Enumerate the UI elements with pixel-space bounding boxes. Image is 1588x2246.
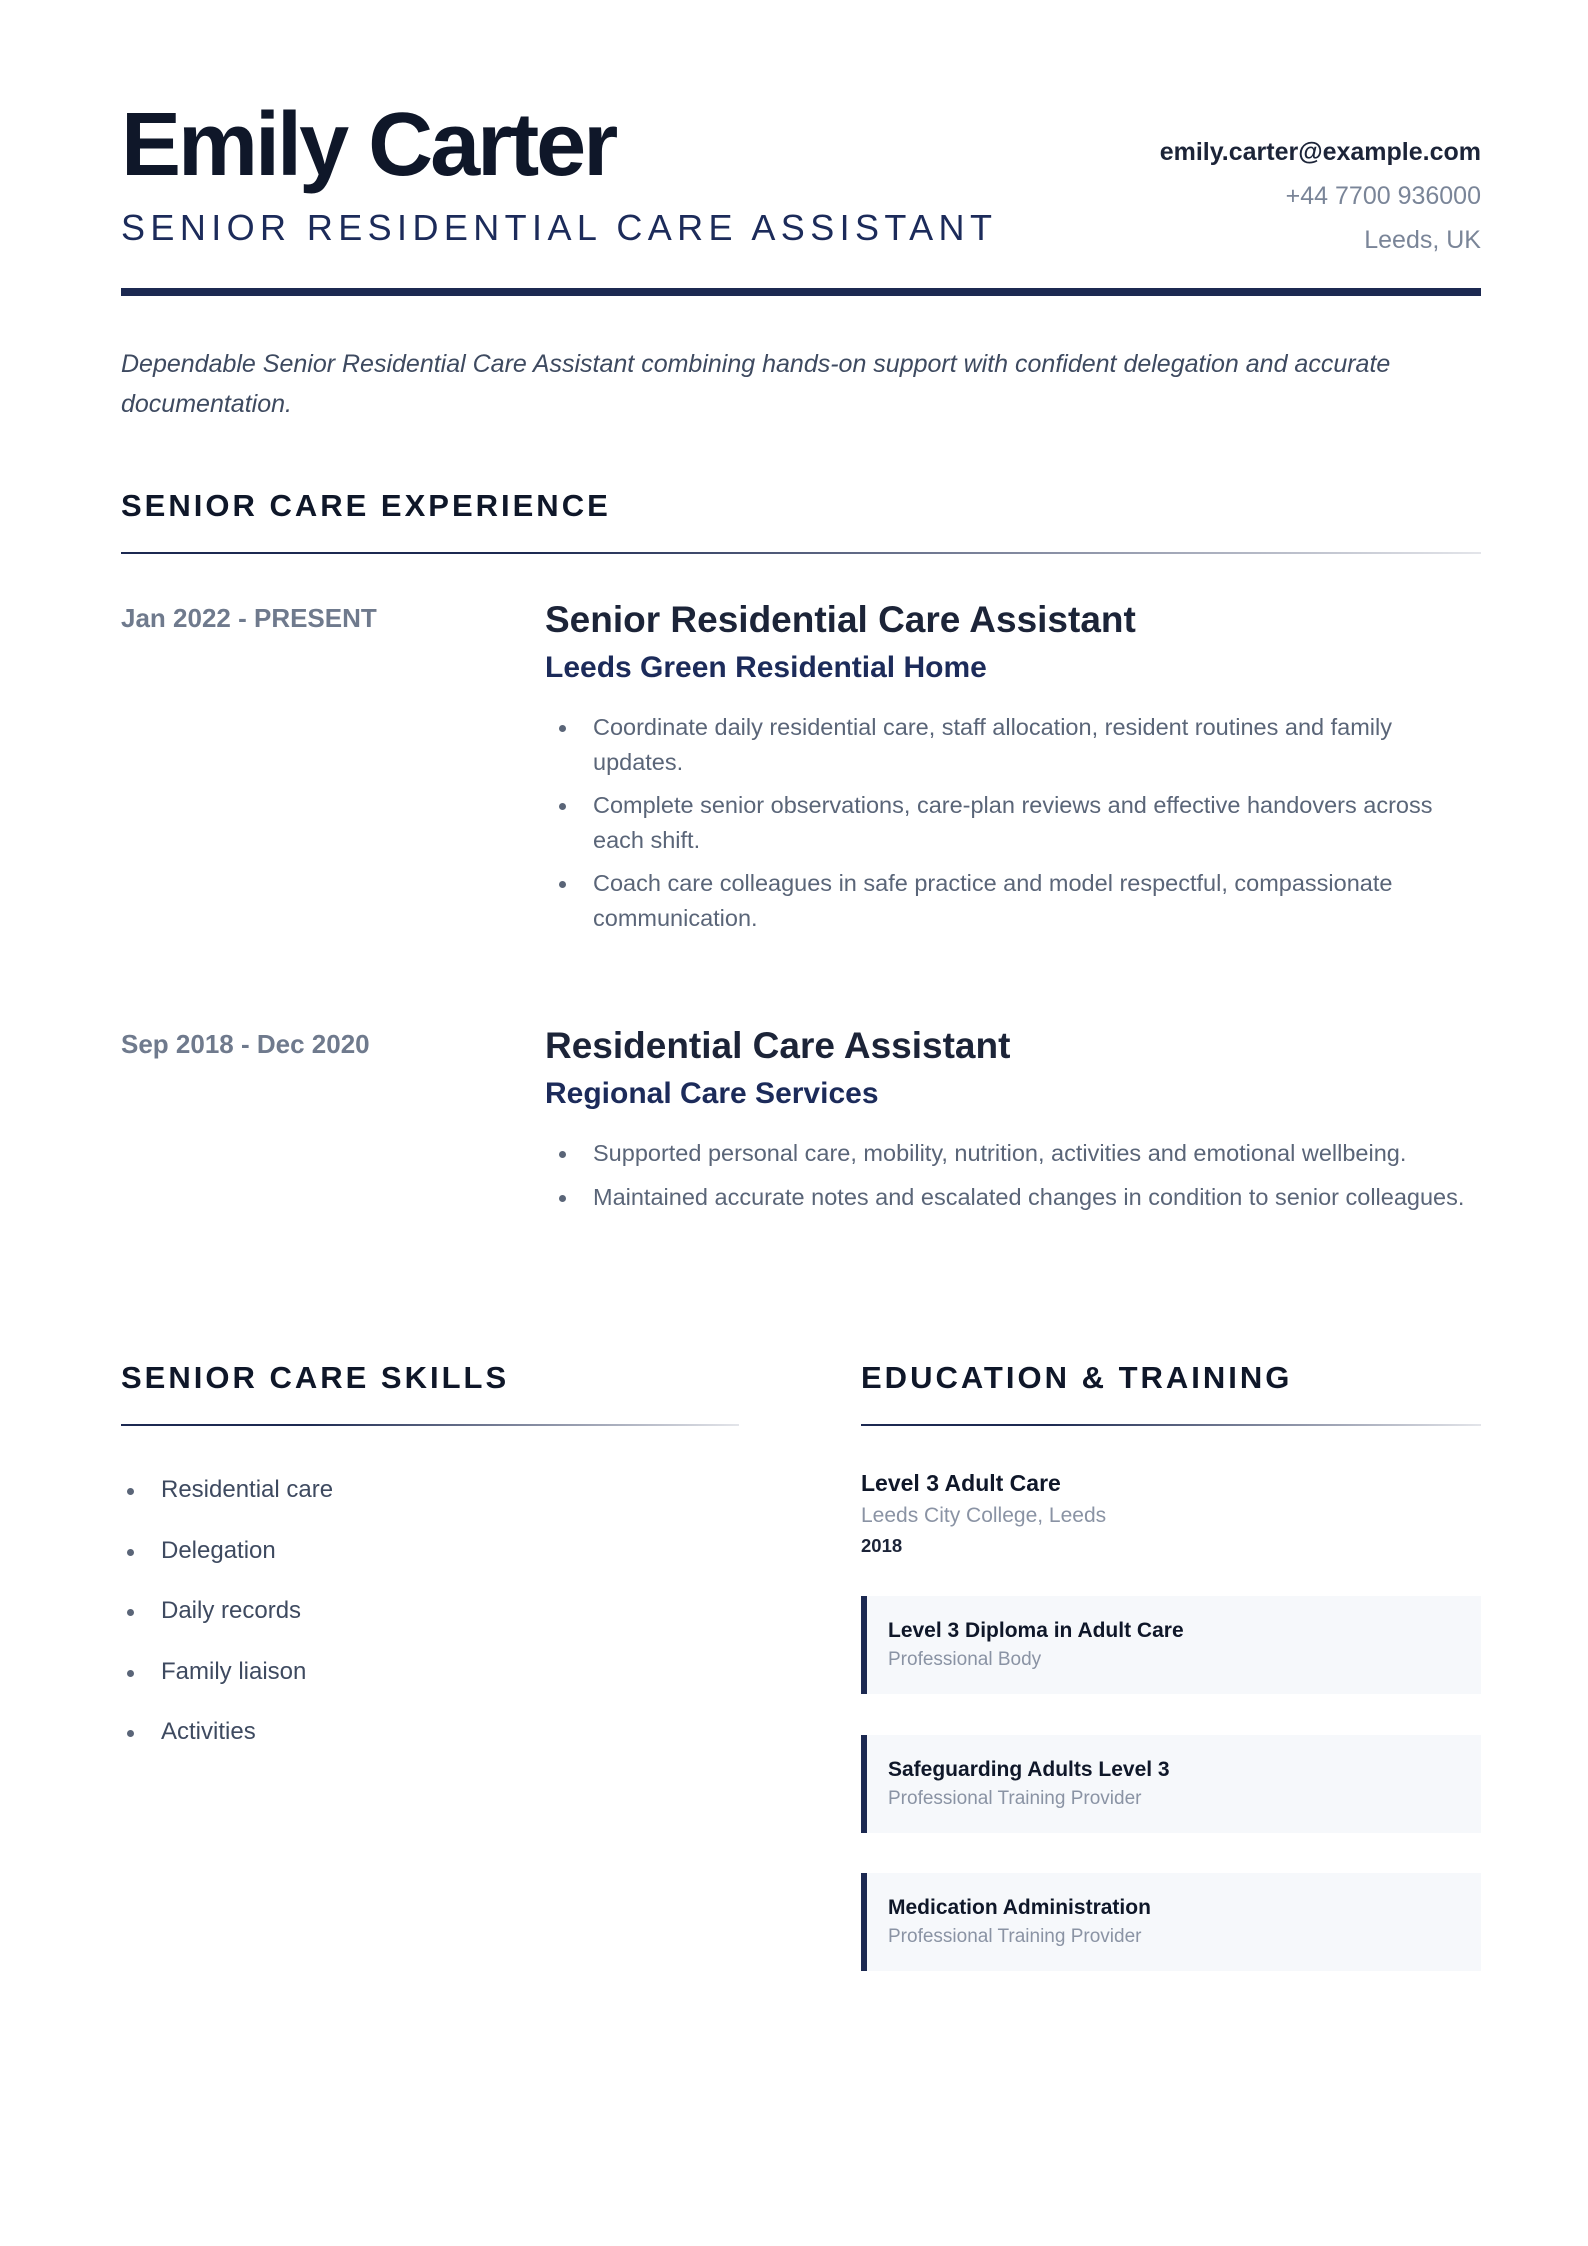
skill-item: Activities xyxy=(121,1712,333,1752)
job-bullets xyxy=(545,1136,1481,1214)
job-company: Leeds Green Residential Home xyxy=(545,651,987,684)
skill-item: Daily records xyxy=(121,1591,333,1631)
certification-card xyxy=(861,1735,1481,1833)
header-divider xyxy=(121,288,1481,296)
certification-title: Level 3 Diploma in Adult Care xyxy=(888,1619,1184,1642)
job-dates: Jan 2022 - PRESENT xyxy=(121,603,377,633)
job-bullet: Supported personal care, mobility, nutrition, activities and emotional wellbeing. xyxy=(545,1136,1481,1171)
job-company: Regional Care Services xyxy=(545,1077,879,1110)
profile-summary: Dependable Senior Residential Care Assistant combining hands-on support with confident delegation and accurate documentation. xyxy=(121,350,1391,418)
certification-issuer: Professional Training Provider xyxy=(888,1926,1142,1947)
job-bullets xyxy=(545,710,1481,935)
contact-email[interactable]: emily.carter@example.com xyxy=(1159,138,1481,166)
contact-block xyxy=(1160,130,1481,262)
job-bullet: Coordinate daily residential care, staff allocation, resident routines and family updates. xyxy=(545,710,1481,779)
skills-heading: SENIOR CARE SKILLS xyxy=(121,1360,510,1395)
job-bullet: Coach care colleagues in safe practice and model respectful, compassionate communication. xyxy=(545,866,1481,935)
skill-item: Delegation xyxy=(121,1531,333,1571)
experience-divider xyxy=(121,552,1481,554)
education-entry xyxy=(861,1466,1481,1560)
job-details xyxy=(545,1024,1481,1223)
job-title: Residential Care Assistant xyxy=(545,1025,1011,1066)
job-title: Senior Residential Care Assistant xyxy=(545,599,1136,640)
skill-item: Residential care xyxy=(121,1470,333,1510)
experience-heading: SENIOR CARE EXPERIENCE xyxy=(121,488,611,523)
education-heading: EDUCATION & TRAINING xyxy=(861,1360,1293,1395)
job-dates: Sep 2018 - Dec 2020 xyxy=(121,1029,370,1059)
job-bullet: Complete senior observations, care-plan reviews and effective handovers across each shift. xyxy=(545,788,1481,857)
education-qualification: Level 3 Adult Care xyxy=(861,1470,1061,1496)
certification-title: Safeguarding Adults Level 3 xyxy=(888,1758,1170,1781)
education-divider xyxy=(861,1424,1481,1426)
education-year: 2018 xyxy=(861,1535,903,1556)
certification-issuer: Professional Training Provider xyxy=(888,1788,1142,1809)
contact-location: Leeds, UK xyxy=(1364,226,1481,254)
certification-card xyxy=(861,1873,1481,1971)
contact-phone: +44 7700 936000 xyxy=(1285,182,1481,210)
skill-item: Family liaison xyxy=(121,1652,333,1692)
education-institution: Leeds City College, Leeds xyxy=(861,1504,1107,1527)
certification-title: Medication Administration xyxy=(888,1896,1151,1919)
skills-divider xyxy=(121,1424,739,1426)
certification-issuer: Professional Body xyxy=(888,1649,1042,1670)
candidate-role: SENIOR RESIDENTIAL CARE ASSISTANT xyxy=(121,207,998,248)
skills-list xyxy=(121,1470,333,1773)
candidate-name: Emily Carter xyxy=(121,95,616,195)
job-bullet: Maintained accurate notes and escalated changes in condition to senior colleagues. xyxy=(545,1180,1481,1215)
certification-card xyxy=(861,1596,1481,1694)
job-details xyxy=(545,598,1481,944)
